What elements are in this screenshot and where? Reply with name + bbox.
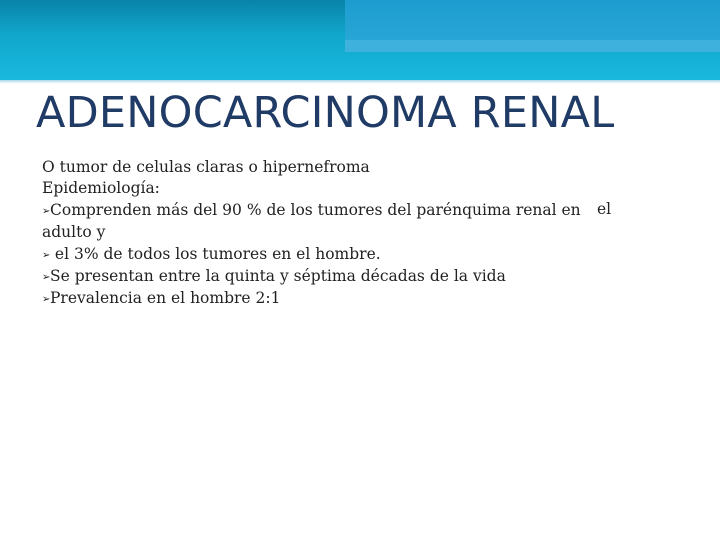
- body-line-text: Epidemiología:: [42, 179, 160, 198]
- header-band-shadow: [0, 80, 720, 83]
- arrow-bullet-icon: ➢: [42, 294, 51, 306]
- body-line-subtitle: [42, 157, 672, 178]
- body-line-continuation: [42, 222, 672, 243]
- body-line-text: O tumor de celulas claras o hipernefroma: [42, 158, 370, 176]
- bullet-item: [42, 200, 672, 222]
- header-band-accent-strip: [345, 40, 720, 52]
- body-line-text: adulto y: [42, 223, 106, 242]
- bullet-item: [42, 266, 672, 288]
- bullet-text: el 3% de todos los tumores en el hombre.: [50, 244, 381, 263]
- arrow-bullet-icon: ➢: [42, 249, 51, 261]
- arrow-bullet-icon: ➢: [42, 272, 51, 284]
- trailing-word: el: [597, 200, 612, 218]
- arrow-bullet-icon: ➢: [42, 205, 51, 217]
- bullet-item: [42, 244, 672, 266]
- bullet-text: Prevalencia en el hombre 2:1: [50, 289, 281, 308]
- bullet-text: Comprenden más del 90 % de los tumores del parénquima renal en: [50, 200, 581, 219]
- slide-body: [42, 157, 672, 311]
- slide-title: ADENOCARCINOMA RENAL: [36, 88, 615, 138]
- bullet-item: [42, 288, 672, 310]
- body-line-epidemiologia: [42, 178, 672, 199]
- bullet-text: Se presentan entre la quinta y séptima décadas de la vida: [50, 267, 506, 286]
